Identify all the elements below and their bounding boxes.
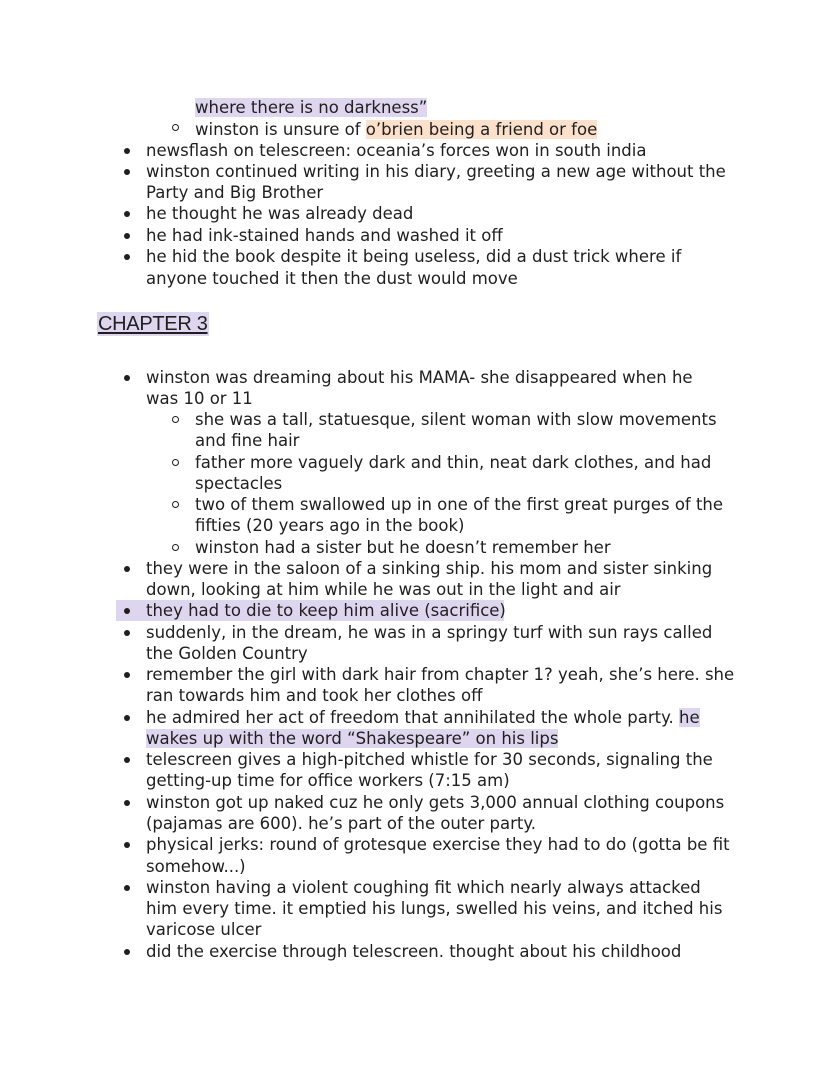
disc-bullet-icon (124, 715, 130, 721)
list-item-continuation: him every time. it emptied his lungs, swelled his veins, and itched his (146, 899, 723, 918)
list-item: winston having a violent coughing fit which nearly always attacked (146, 878, 701, 897)
list-item: winston continued writing in his diary, greeting a new age without the (146, 162, 726, 181)
highlight-orange: o’brien being a friend or foe (365, 120, 598, 139)
list-item: they were in the saloon of a sinking ship. his mom and sister sinking (146, 559, 713, 578)
list-item-continuation: getting-up time for office workers (7:15 am) (146, 771, 510, 790)
sub-item: winston had a sister but he doesn’t remember her (195, 538, 611, 557)
list-item-continuation: anyone touched it then the dust would move (146, 269, 518, 288)
list-item: physical jerks: round of grotesque exercise they had to do (gotta be fit (146, 835, 730, 854)
list-item-continuation: was 10 or 11 (146, 389, 253, 408)
disc-bullet-icon (124, 757, 130, 763)
list-item-continuation (146, 728, 558, 749)
sub-item: winston is unsure of o’brien being a friend or foe (195, 120, 598, 139)
list-item-continuation: the Golden Country (146, 644, 308, 663)
sub-item-continuation (195, 97, 427, 118)
disc-bullet-icon (124, 375, 130, 381)
circle-bullet-icon (172, 544, 179, 551)
disc-bullet-icon (124, 885, 130, 891)
disc-bullet-icon (124, 800, 130, 806)
list-item: newsflash on telescreen: oceania’s forces won in south india (146, 141, 647, 160)
list-item: remember the girl with dark hair from chapter 1? yeah, she’s here. she (146, 665, 735, 684)
disc-bullet-icon (124, 672, 130, 678)
disc-bullet-icon (124, 949, 130, 955)
disc-bullet-icon (124, 233, 130, 239)
sub-item-continuation: and fine hair (195, 431, 300, 450)
highlight-purple: where there is no darkness” (195, 98, 428, 117)
disc-bullet-icon (124, 566, 130, 572)
disc-bullet-icon (124, 842, 130, 848)
list-item-continuation: somehow...) (146, 857, 246, 876)
circle-bullet-icon (172, 416, 179, 423)
disc-bullet-icon (124, 211, 130, 217)
sub-item: two of them swallowed up in one of the first great purges of the (195, 495, 724, 514)
sub-item-continuation: spectacles (195, 474, 283, 493)
circle-bullet-icon (172, 124, 179, 131)
highlight-purple: he (679, 708, 700, 727)
list-item: he thought he was already dead (146, 204, 414, 223)
list-item: he hid the book despite it being useless, did a dust trick where if (146, 247, 682, 266)
list-item: he had ink-stained hands and washed it off (146, 226, 503, 245)
list-item: they had to die to keep him alive (sacrifice) (146, 601, 506, 620)
list-item: winston was dreaming about his MAMA- she disappeared when he (146, 368, 693, 387)
circle-bullet-icon (172, 459, 179, 466)
list-item-continuation: varicose ulcer (146, 920, 262, 939)
list-item-continuation: down, looking at him while he was out in the light and air (146, 580, 621, 599)
list-item: telescreen gives a high-pitched whistle for 30 seconds, signaling the (146, 750, 713, 769)
list-item: winston got up naked cuz he only gets 3,000 annual clothing coupons (146, 793, 725, 812)
list-item: suddenly, in the dream, he was in a springy turf with sun rays called (146, 623, 713, 642)
disc-bullet-icon (124, 148, 130, 154)
sub-item-continuation: fifties (20 years ago in the book) (195, 516, 465, 535)
highlight-purple: wakes up with the word “Shakespeare” on his lips (146, 729, 559, 748)
disc-bullet-icon (124, 169, 130, 175)
disc-bullet-icon (124, 630, 130, 636)
sub-item: she was a tall, statuesque, silent woman with slow movements (195, 410, 717, 429)
sub-item: father more vaguely dark and thin, neat dark clothes, and had (195, 453, 712, 472)
chapter-heading: CHAPTER 3 (98, 313, 208, 335)
disc-bullet-icon (124, 254, 130, 260)
list-item: did the exercise through telescreen. thought about his childhood (146, 942, 682, 961)
list-item-continuation: (pajamas are 600). he’s part of the outer party. (146, 814, 537, 833)
list-item-continuation: Party and Big Brother (146, 183, 324, 202)
disc-bullet-icon (124, 608, 130, 614)
circle-bullet-icon (172, 501, 179, 508)
list-item-continuation: ran towards him and took her clothes off (146, 686, 483, 705)
list-item: he admired her act of freedom that annihilated the whole party. he (146, 708, 700, 727)
